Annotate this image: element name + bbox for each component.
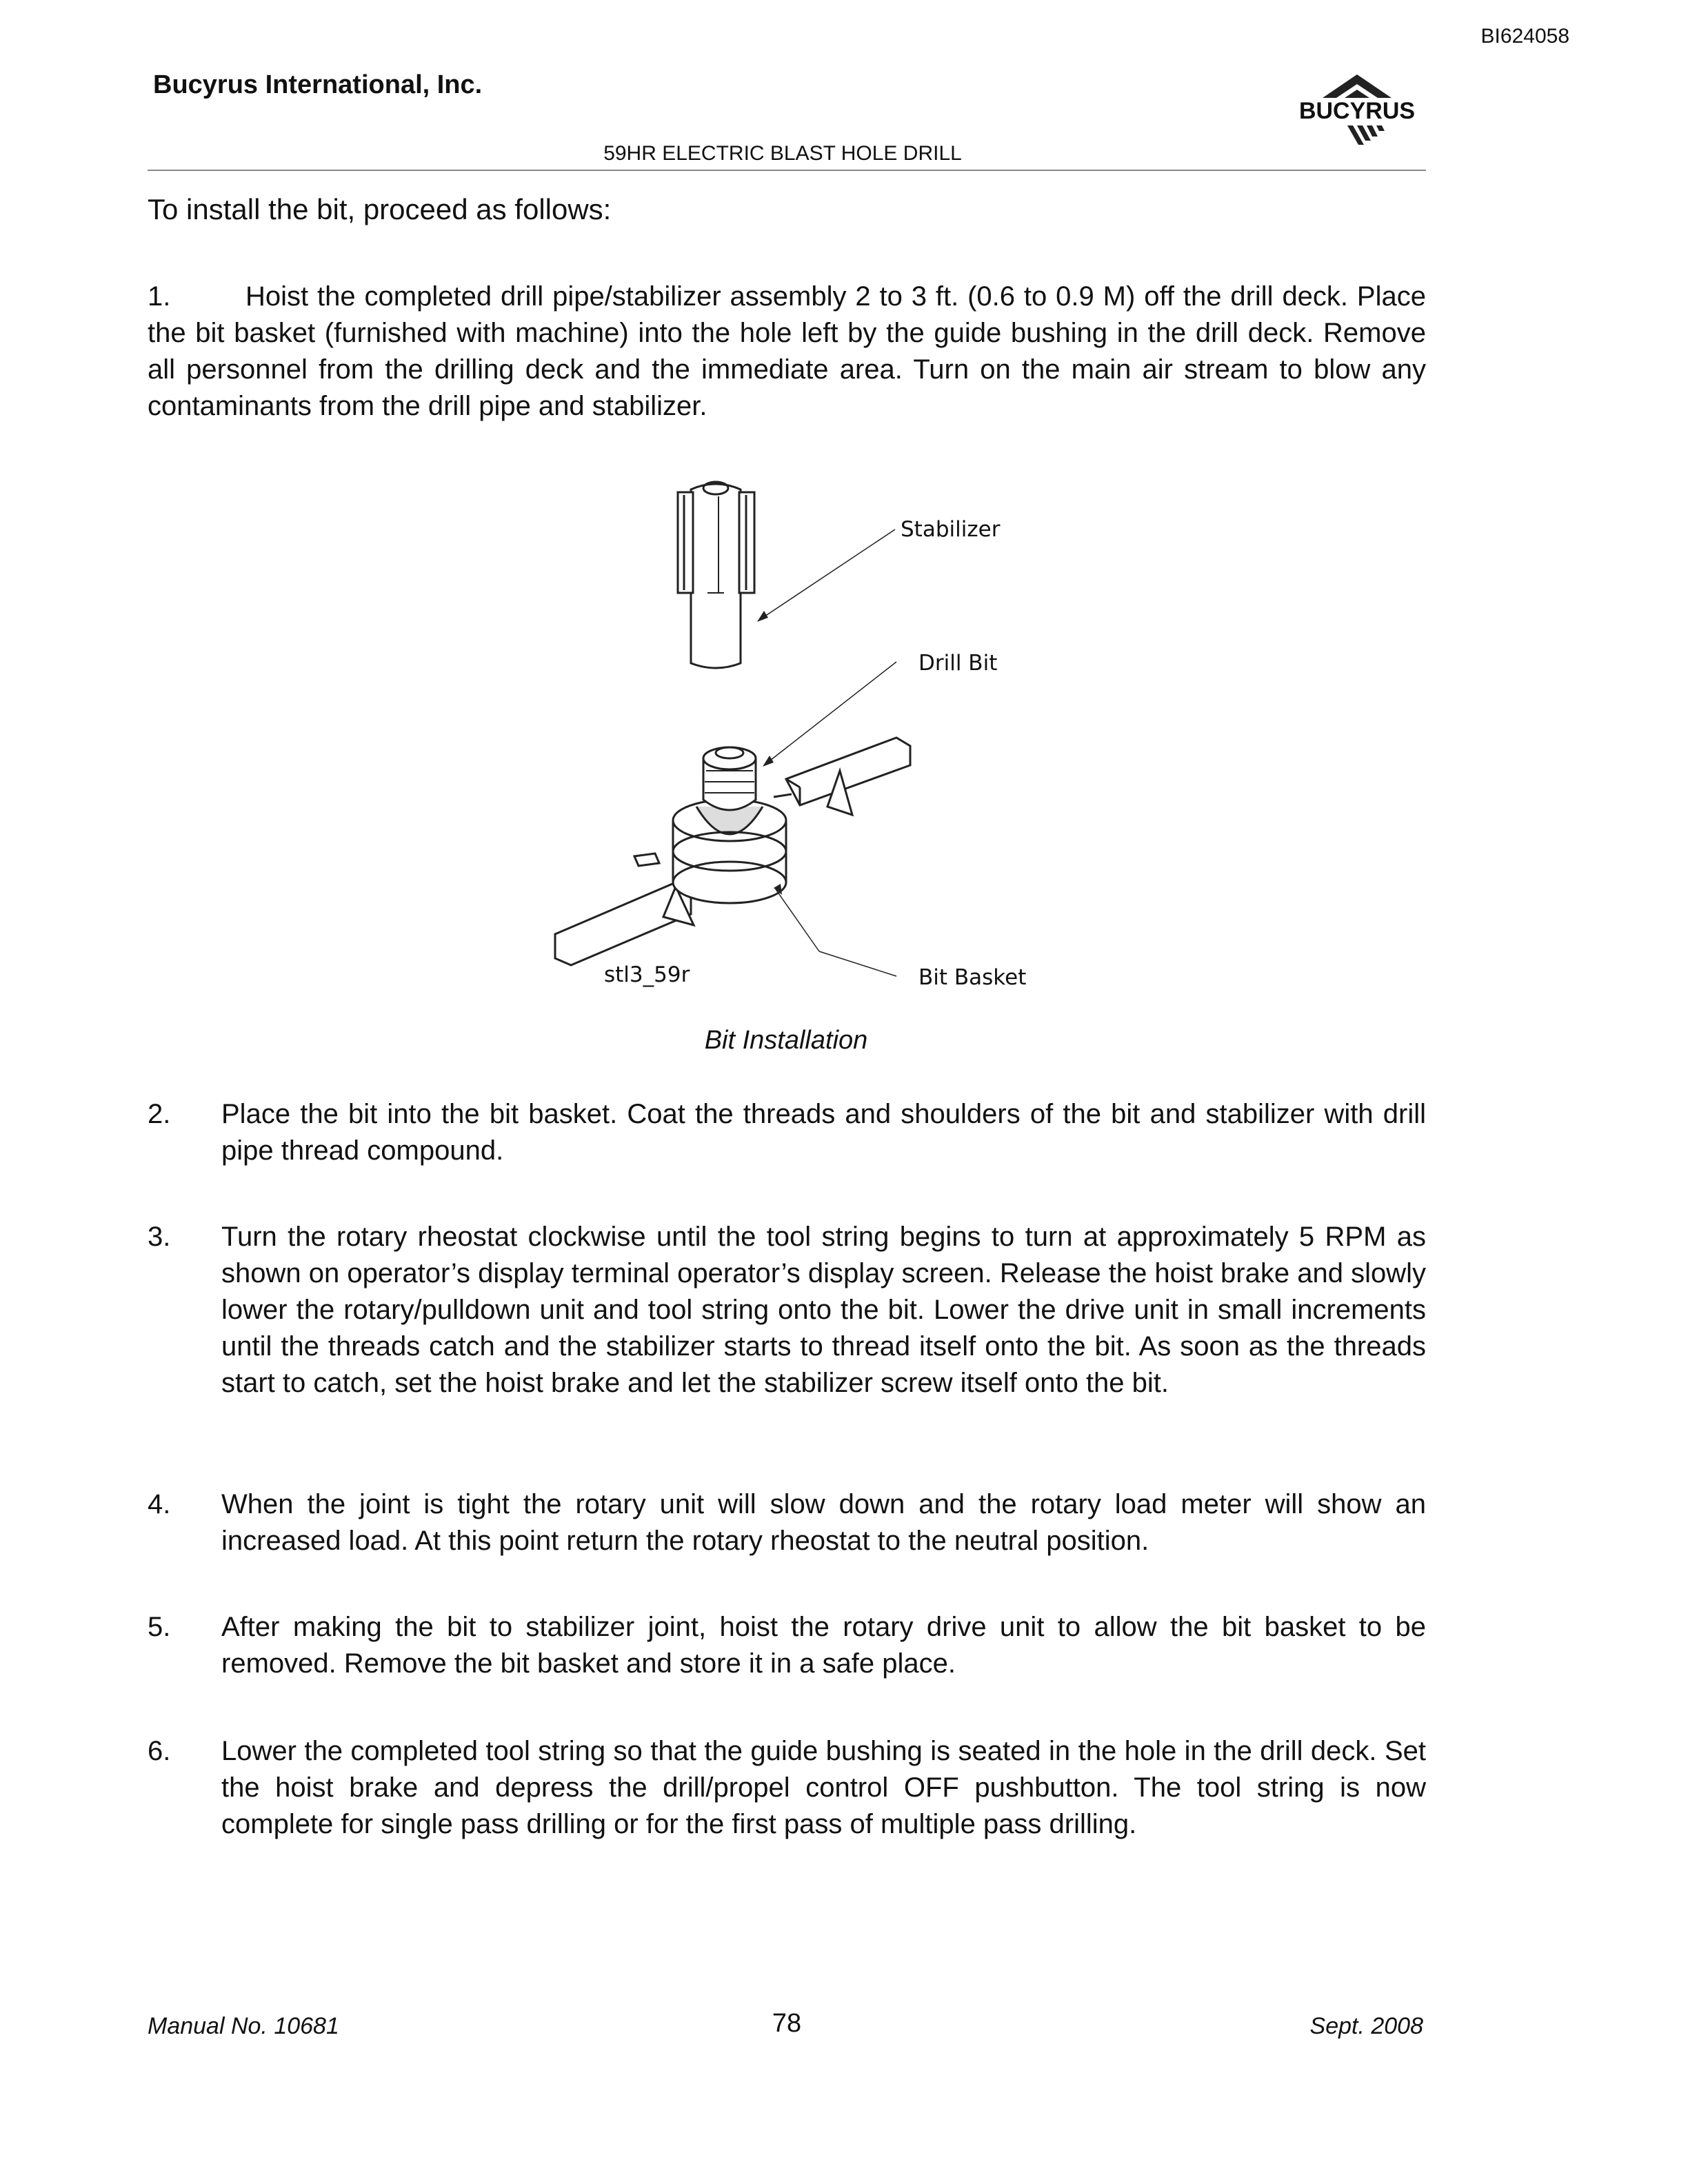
header-rule xyxy=(148,170,1426,171)
document-id: BI624058 xyxy=(1480,25,1569,48)
step-2 xyxy=(148,1096,1426,1169)
document-subtitle: 59HR ELECTRIC BLAST HOLE DRILL xyxy=(603,142,962,165)
step-text: Place the bit into the bit basket. Coat the threads and shoulders of the bit and stabilizer with drill pipe thread compound. xyxy=(221,1099,1426,1166)
step-number: 3. xyxy=(148,1222,171,1252)
step-6 xyxy=(148,1733,1426,1843)
step-5 xyxy=(148,1609,1426,1682)
step-4 xyxy=(148,1486,1426,1559)
logo-text: BUCYRUS xyxy=(1298,98,1416,124)
leader-arrowheads xyxy=(757,611,782,895)
bit-installation-figure xyxy=(538,476,1062,1027)
figure-caption: Bit Installation xyxy=(704,1026,868,1055)
step-1 xyxy=(148,279,1426,425)
step-number: 1. xyxy=(148,281,171,312)
figure-reference: stl3_59r xyxy=(604,962,690,987)
step-text: When the joint is tight the rotary unit will slow down and the rotary load meter will show an increased load. At this point return the rotary rheostat to the neutral position. xyxy=(221,1489,1426,1556)
footer-page-number: 78 xyxy=(772,2009,802,2038)
footer-manual-number: Manual No. 10681 xyxy=(148,2013,339,2039)
drill-bit-basket-drawing xyxy=(673,747,786,903)
step-number: 2. xyxy=(148,1099,171,1129)
label-bit-basket: Bit Basket xyxy=(918,965,1027,990)
label-drill-bit: Drill Bit xyxy=(918,651,998,676)
footer-date: Sept. 2008 xyxy=(1309,2013,1423,2039)
stabilizer-drawing xyxy=(678,482,754,668)
intro-text: To install the bit, proceed as follows: xyxy=(148,193,612,225)
step-text: Turn the rotary rheostat clockwise until the tool string begins to turn at approximately 5 RPM as shown on operator’s display terminal operator’s display screen. Release the hoist brake and slowly lower the rotary/pulldown unit and tool string onto the bit. Lower the drive unit in small increments until the threads catch and the stabilizer starts to thread itself onto the bit. As soon as the threads start to catch, set the hoist brake and let the stabilizer screw itself onto the bit. xyxy=(221,1222,1426,1398)
company-name: Bucyrus International, Inc. xyxy=(153,70,483,99)
step-text: Lower the completed tool string so that the guide bushing is seated in the hole in the drill deck. Set the hoist brake and depress the drill/propel control OFF pushbutton. The tool string is now complete for single pass drilling or for the first pass of multiple pass drilling. xyxy=(221,1736,1426,1839)
step-number: 4. xyxy=(148,1489,171,1519)
step-3 xyxy=(148,1219,1426,1402)
step-number: 6. xyxy=(148,1736,171,1766)
step-text: After making the bit to stabilizer joint, hoist the rotary drive unit to allow the bit basket to be removed. Remove the bit basket and store it in a safe place. xyxy=(221,1612,1426,1679)
label-stabilizer: Stabilizer xyxy=(901,517,1001,542)
step-text: Hoist the completed drill pipe/stabilizer assembly 2 to 3 ft. (0.6 to 0.9 M) off the drill deck. Place the bit basket (furnished with machine) into the hole left by the guide bushing in the drill deck. Remove all personnel from the drilling deck and the immediate area. Turn on the main air stream to blow any contaminants from the drill pipe and stabilizer. xyxy=(148,281,1426,421)
step-number: 5. xyxy=(148,1612,171,1642)
